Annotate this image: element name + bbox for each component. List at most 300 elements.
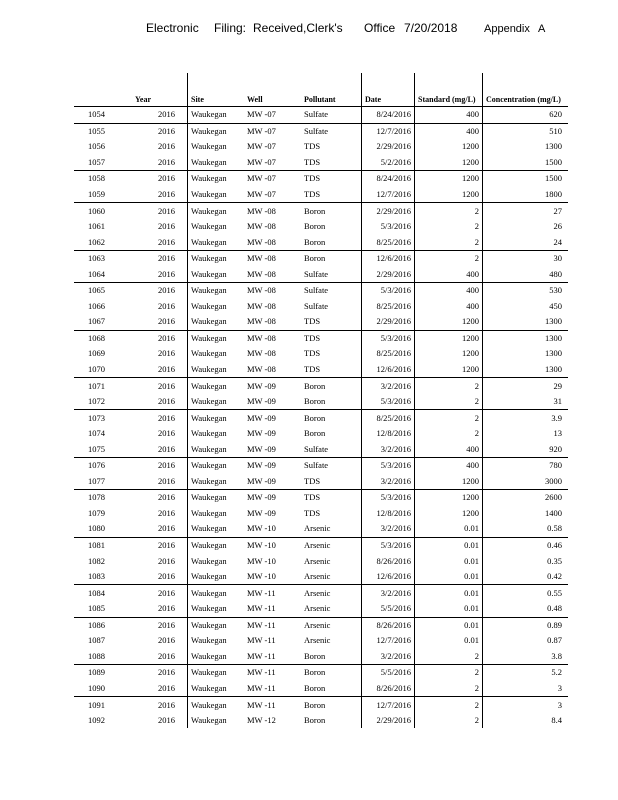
cell-concentration: 1300 — [483, 330, 569, 346]
cell-id: 1092 — [88, 715, 105, 726]
cell-id: 1091 — [74, 697, 121, 713]
cell-year: 2016 — [158, 443, 175, 454]
cell-year: 2016 — [121, 203, 188, 219]
cell-concentration: 3 — [483, 697, 569, 713]
cell-date: 8/25/2016 — [362, 346, 415, 362]
cell-standard: 2 — [415, 394, 483, 410]
cell-standard: 1200 — [415, 506, 483, 522]
cell-pollutant: TDS — [304, 141, 321, 152]
cell-well: MW -11 — [244, 697, 301, 713]
cell-standard: 1200 — [415, 155, 483, 171]
cell-site: Waukegan — [188, 681, 245, 697]
cell-year: 2016 — [158, 141, 175, 152]
cell-well: MW -07 — [247, 189, 276, 199]
cell-well: MW -07 — [247, 156, 276, 167]
cell-pollutant: TDS — [304, 475, 321, 486]
header-office: Office — [364, 21, 396, 35]
cell-site: Waukegan — [188, 665, 245, 681]
table-row — [74, 234, 568, 250]
cell-standard: 0.01 — [415, 553, 483, 569]
cell-site: Waukegan — [188, 697, 245, 713]
cell-standard: 0.01 — [415, 601, 483, 617]
cell-site: Waukegan — [188, 155, 245, 171]
cell-concentration: 1300 — [483, 314, 569, 330]
table-row — [74, 649, 568, 665]
cell-year: 2016 — [121, 330, 188, 346]
cell-year: 2016 — [158, 650, 175, 661]
cell-site: Waukegan — [188, 250, 245, 266]
cell-concentration: 510 — [483, 123, 569, 139]
cell-date: 3/2/2016 — [362, 585, 415, 601]
cell-pollutant: Boron — [304, 236, 326, 247]
cell-site: Waukegan — [188, 713, 245, 729]
cell-date: 8/25/2016 — [362, 234, 415, 250]
col-header-standard: Standard (mg/L) — [415, 73, 483, 107]
table-row — [74, 601, 568, 617]
cell-standard: 0.01 — [415, 537, 483, 553]
cell-id: 1065 — [74, 283, 121, 299]
cell-standard: 2 — [415, 649, 483, 665]
cell-site: Waukegan — [188, 474, 245, 490]
cell-id: 1077 — [88, 475, 105, 486]
cell-id: 1081 — [74, 537, 121, 553]
cell-pollutant: Sulfate — [301, 458, 362, 474]
cell-id: 1076 — [74, 458, 121, 474]
table-row — [74, 250, 568, 266]
cell-date: 3/2/2016 — [362, 474, 415, 490]
cell-well: MW -09 — [247, 396, 276, 407]
table-row — [74, 506, 568, 522]
cell-year: 2016 — [158, 715, 175, 726]
cell-date: 5/3/2016 — [362, 283, 415, 299]
cell-standard: 2 — [415, 681, 483, 697]
cell-concentration: 1500 — [483, 155, 569, 171]
cell-pollutant: Arsenic — [301, 617, 362, 633]
cell-date: 8/26/2016 — [362, 553, 415, 569]
cell-standard: 0.01 — [415, 617, 483, 633]
header-row — [74, 73, 568, 107]
cell-concentration: 0.35 — [483, 553, 569, 569]
cell-site: Waukegan — [188, 441, 245, 457]
cell-concentration: 26 — [483, 219, 569, 235]
cell-date: 12/7/2016 — [362, 697, 415, 713]
table-row — [74, 283, 568, 299]
cell-year: 2016 — [158, 236, 175, 247]
cell-date: 3/2/2016 — [362, 521, 415, 537]
cell-site: Waukegan — [188, 649, 245, 665]
cell-concentration: 1400 — [483, 506, 569, 522]
cell-site: Waukegan — [188, 633, 245, 649]
cell-date: 5/5/2016 — [362, 665, 415, 681]
table-row — [74, 474, 568, 490]
cell-date: 5/3/2016 — [362, 537, 415, 553]
cell-year: 2016 — [158, 348, 175, 359]
cell-id: 1056 — [88, 141, 105, 152]
table-row — [74, 378, 568, 394]
cell-standard: 1200 — [415, 490, 483, 506]
table-row — [74, 219, 568, 235]
cell-year: 2016 — [121, 458, 188, 474]
cell-standard: 400 — [415, 107, 483, 124]
cell-pollutant: TDS — [304, 189, 321, 199]
cell-pollutant: Sulfate — [301, 123, 362, 139]
cell-date: 5/2/2016 — [362, 155, 415, 171]
cell-pollutant: Arsenic — [301, 537, 362, 553]
cell-date: 8/25/2016 — [362, 410, 415, 426]
cell-standard: 1200 — [415, 330, 483, 346]
cell-standard: 1200 — [415, 171, 483, 187]
cell-well: MW -10 — [247, 555, 276, 566]
cell-well: MW -08 — [244, 283, 301, 299]
cell-id: 1068 — [74, 330, 121, 346]
cell-concentration: 450 — [483, 299, 569, 315]
cell-site: Waukegan — [188, 107, 245, 124]
cell-date: 12/8/2016 — [362, 506, 415, 522]
cell-standard: 2 — [415, 426, 483, 442]
table-row — [74, 490, 568, 506]
cell-id: 1055 — [74, 123, 121, 139]
cell-standard: 400 — [415, 283, 483, 299]
cell-standard: 1200 — [415, 346, 483, 362]
cell-concentration: 3 — [483, 681, 569, 697]
cell-standard: 1200 — [415, 187, 483, 203]
cell-concentration: 0.48 — [483, 601, 569, 617]
cell-site: Waukegan — [188, 187, 245, 203]
header-date: 7/20/2018 — [404, 21, 458, 35]
cell-standard: 2 — [415, 378, 483, 394]
cell-standard: 1200 — [415, 474, 483, 490]
cell-well: MW -11 — [244, 585, 301, 601]
cell-pollutant: Arsenic — [304, 523, 331, 534]
cell-id: 1058 — [74, 171, 121, 187]
cell-concentration: 0.55 — [483, 585, 569, 601]
cell-id: 1066 — [88, 300, 105, 311]
cell-pollutant: Boron — [301, 410, 362, 426]
cell-id: 1072 — [88, 396, 105, 407]
cell-id: 1089 — [74, 665, 121, 681]
cell-date: 12/8/2016 — [362, 426, 415, 442]
cell-well: MW -11 — [244, 665, 301, 681]
cell-id: 1070 — [88, 364, 105, 375]
cell-pollutant: TDS — [301, 171, 362, 187]
cell-standard: 0.01 — [415, 521, 483, 537]
cell-concentration: 1300 — [483, 362, 569, 378]
cell-id: 1057 — [88, 156, 105, 167]
table-row — [74, 299, 568, 315]
cell-site: Waukegan — [188, 362, 245, 378]
table-row — [74, 187, 568, 203]
table-row — [74, 713, 568, 729]
cell-site: Waukegan — [188, 585, 245, 601]
cell-well: MW -11 — [247, 603, 276, 614]
col-header-well: Well — [247, 95, 263, 104]
col-header-id — [74, 73, 121, 107]
cell-well: MW -08 — [244, 330, 301, 346]
table-row — [74, 107, 568, 124]
page-header — [0, 21, 618, 37]
cell-well: MW -07 — [244, 123, 301, 139]
cell-date: 2/29/2016 — [362, 203, 415, 219]
cell-site: Waukegan — [188, 521, 245, 537]
cell-date: 3/2/2016 — [362, 378, 415, 394]
cell-well: MW -09 — [244, 410, 301, 426]
table-row — [74, 521, 568, 537]
table-row — [74, 362, 568, 378]
cell-well: MW -09 — [244, 378, 301, 394]
cell-year: 2016 — [121, 250, 188, 266]
cell-site: Waukegan — [188, 537, 245, 553]
cell-standard: 2 — [415, 219, 483, 235]
cell-concentration: 1300 — [483, 346, 569, 362]
cell-id: 1088 — [88, 650, 105, 661]
cell-concentration: 1300 — [483, 139, 569, 155]
cell-year: 2016 — [158, 523, 175, 534]
cell-standard: 2 — [415, 665, 483, 681]
cell-standard: 400 — [415, 299, 483, 315]
cell-pollutant: Boron — [301, 378, 362, 394]
header-electronic: Electronic — [146, 21, 199, 35]
cell-year: 2016 — [121, 490, 188, 506]
cell-well: MW -08 — [247, 268, 276, 279]
cell-id: 1074 — [88, 428, 105, 439]
cell-year: 2016 — [158, 507, 175, 518]
table-row — [74, 171, 568, 187]
header-filing: Filing: — [214, 21, 247, 35]
cell-year: 2016 — [121, 378, 188, 394]
cell-date: 5/5/2016 — [362, 601, 415, 617]
cell-pollutant: Arsenic — [304, 555, 331, 566]
cell-id: 1083 — [88, 571, 105, 582]
cell-year: 2016 — [158, 635, 175, 646]
cell-pollutant: Sulfate — [304, 268, 329, 279]
cell-standard: 2 — [415, 234, 483, 250]
cell-date: 5/3/2016 — [362, 330, 415, 346]
cell-site: Waukegan — [188, 139, 245, 155]
cell-year: 2016 — [121, 283, 188, 299]
cell-pollutant: Boron — [304, 715, 326, 726]
cell-well: MW -10 — [247, 571, 276, 582]
cell-year: 2016 — [121, 697, 188, 713]
cell-concentration: 3.8 — [483, 649, 569, 665]
cell-pollutant: Boron — [301, 250, 362, 266]
table-row — [74, 569, 568, 585]
table-row — [74, 203, 568, 219]
cell-date: 2/29/2016 — [362, 139, 415, 155]
cell-well: MW -08 — [247, 316, 276, 327]
cell-year: 2016 — [158, 221, 175, 232]
cell-standard: 2 — [415, 410, 483, 426]
cell-year: 2016 — [158, 109, 175, 120]
cell-date: 8/26/2016 — [362, 617, 415, 633]
cell-id: 1082 — [88, 555, 105, 566]
cell-site: Waukegan — [188, 123, 245, 139]
cell-date: 8/26/2016 — [362, 681, 415, 697]
cell-id: 1069 — [88, 348, 105, 359]
cell-id: 1080 — [88, 523, 105, 534]
cell-well: MW -10 — [244, 537, 301, 553]
cell-well: MW -11 — [247, 650, 276, 661]
cell-id: 1054 — [88, 109, 105, 120]
table-row — [74, 139, 568, 155]
cell-year: 2016 — [158, 428, 175, 439]
cell-well: MW -08 — [247, 236, 276, 247]
cell-well: MW -10 — [247, 523, 276, 534]
table-row — [74, 458, 568, 474]
cell-standard: 2 — [415, 203, 483, 219]
cell-year: 2016 — [158, 268, 175, 279]
table-row — [74, 553, 568, 569]
cell-id: 1059 — [88, 189, 105, 199]
monitoring-data-table — [74, 73, 568, 728]
cell-site: Waukegan — [188, 553, 245, 569]
cell-site: Waukegan — [188, 219, 245, 235]
cell-pollutant: Arsenic — [304, 571, 331, 582]
cell-well: MW -09 — [244, 490, 301, 506]
cell-date: 12/7/2016 — [362, 187, 415, 203]
col-header-pollutant: Pollutant — [304, 95, 336, 104]
cell-date: 12/6/2016 — [362, 569, 415, 585]
cell-site: Waukegan — [188, 314, 245, 330]
cell-date: 5/3/2016 — [362, 458, 415, 474]
cell-year: 2016 — [158, 603, 175, 614]
cell-site: Waukegan — [188, 203, 245, 219]
table-row — [74, 681, 568, 697]
table-row — [74, 441, 568, 457]
cell-well: MW -09 — [244, 458, 301, 474]
cell-year: 2016 — [121, 537, 188, 553]
cell-standard: 400 — [415, 266, 483, 282]
cell-standard: 1200 — [415, 139, 483, 155]
table-row — [74, 633, 568, 649]
cell-site: Waukegan — [188, 458, 245, 474]
col-header-year: Year — [135, 95, 151, 104]
cell-id: 1084 — [74, 585, 121, 601]
cell-concentration: 620 — [483, 107, 569, 124]
cell-standard: 0.01 — [415, 569, 483, 585]
cell-standard: 400 — [415, 458, 483, 474]
table-row — [74, 123, 568, 139]
cell-id: 1087 — [88, 635, 105, 646]
table-body — [74, 107, 568, 729]
table-row — [74, 426, 568, 442]
cell-pollutant: TDS — [301, 330, 362, 346]
cell-concentration: 27 — [483, 203, 569, 219]
cell-pollutant: Boron — [304, 396, 326, 407]
cell-well: MW -09 — [247, 428, 276, 439]
cell-id: 1090 — [88, 682, 105, 693]
cell-standard: 2 — [415, 697, 483, 713]
cell-concentration: 0.87 — [483, 633, 569, 649]
cell-id: 1075 — [88, 443, 105, 454]
cell-pollutant: Arsenic — [304, 635, 331, 646]
col-header-date: Date — [362, 73, 415, 107]
cell-year: 2016 — [121, 665, 188, 681]
cell-concentration: 0.58 — [483, 521, 569, 537]
cell-id: 1073 — [74, 410, 121, 426]
cell-concentration: 3000 — [483, 474, 569, 490]
cell-standard: 2 — [415, 250, 483, 266]
cell-well: MW -07 — [247, 109, 276, 120]
cell-well: MW -08 — [247, 300, 276, 311]
cell-concentration: 31 — [483, 394, 569, 410]
cell-concentration: 13 — [483, 426, 569, 442]
cell-concentration: 29 — [483, 378, 569, 394]
cell-id: 1078 — [74, 490, 121, 506]
cell-concentration: 920 — [483, 441, 569, 457]
cell-well: MW -07 — [247, 141, 276, 152]
cell-concentration: 780 — [483, 458, 569, 474]
cell-date: 5/3/2016 — [362, 219, 415, 235]
table-row — [74, 314, 568, 330]
table-row — [74, 330, 568, 346]
table-row — [74, 585, 568, 601]
cell-site: Waukegan — [188, 394, 245, 410]
cell-year: 2016 — [158, 475, 175, 486]
cell-well: MW -08 — [247, 364, 276, 375]
header-received: Received,Clerk's — [253, 21, 343, 35]
cell-year: 2016 — [121, 617, 188, 633]
cell-concentration: 5.2 — [483, 665, 569, 681]
cell-standard: 2 — [415, 713, 483, 729]
cell-concentration: 30 — [483, 250, 569, 266]
cell-date: 5/3/2016 — [362, 394, 415, 410]
col-header-site: Site — [188, 73, 245, 107]
cell-year: 2016 — [158, 364, 175, 375]
cell-standard: 1200 — [415, 362, 483, 378]
cell-date: 8/24/2016 — [362, 107, 415, 124]
cell-well: MW -07 — [244, 171, 301, 187]
cell-pollutant: Sulfate — [301, 283, 362, 299]
cell-well: MW -08 — [244, 203, 301, 219]
cell-pollutant: TDS — [304, 156, 321, 167]
cell-pollutant: Boron — [301, 203, 362, 219]
cell-well: MW -09 — [247, 475, 276, 486]
cell-pollutant: Arsenic — [301, 585, 362, 601]
cell-concentration: 0.46 — [483, 537, 569, 553]
cell-concentration: 3.9 — [483, 410, 569, 426]
cell-date: 3/2/2016 — [362, 649, 415, 665]
cell-concentration: 24 — [483, 234, 569, 250]
cell-pollutant: Sulfate — [304, 109, 329, 120]
cell-pollutant: Boron — [304, 650, 326, 661]
cell-id: 1067 — [88, 316, 105, 327]
cell-pollutant: Boron — [301, 665, 362, 681]
table-row — [74, 665, 568, 681]
cell-well: MW -08 — [244, 250, 301, 266]
cell-well: MW -09 — [247, 443, 276, 454]
cell-well: MW -08 — [247, 348, 276, 359]
cell-date: 12/6/2016 — [362, 250, 415, 266]
cell-site: Waukegan — [188, 299, 245, 315]
cell-standard: 400 — [415, 441, 483, 457]
cell-concentration: 1800 — [483, 187, 569, 203]
cell-site: Waukegan — [188, 283, 245, 299]
cell-year: 2016 — [121, 410, 188, 426]
cell-well: MW -11 — [244, 617, 301, 633]
cell-date: 8/24/2016 — [362, 171, 415, 187]
cell-site: Waukegan — [188, 569, 245, 585]
cell-year: 2016 — [158, 316, 175, 327]
col-header-concentration: Concentration (mg/L) — [483, 73, 569, 107]
table-row — [74, 155, 568, 171]
cell-concentration: 0.89 — [483, 617, 569, 633]
cell-site: Waukegan — [188, 490, 245, 506]
cell-standard: 0.01 — [415, 585, 483, 601]
cell-year: 2016 — [158, 189, 175, 199]
cell-pollutant: TDS — [304, 507, 321, 518]
table-row — [74, 697, 568, 713]
cell-site: Waukegan — [188, 266, 245, 282]
